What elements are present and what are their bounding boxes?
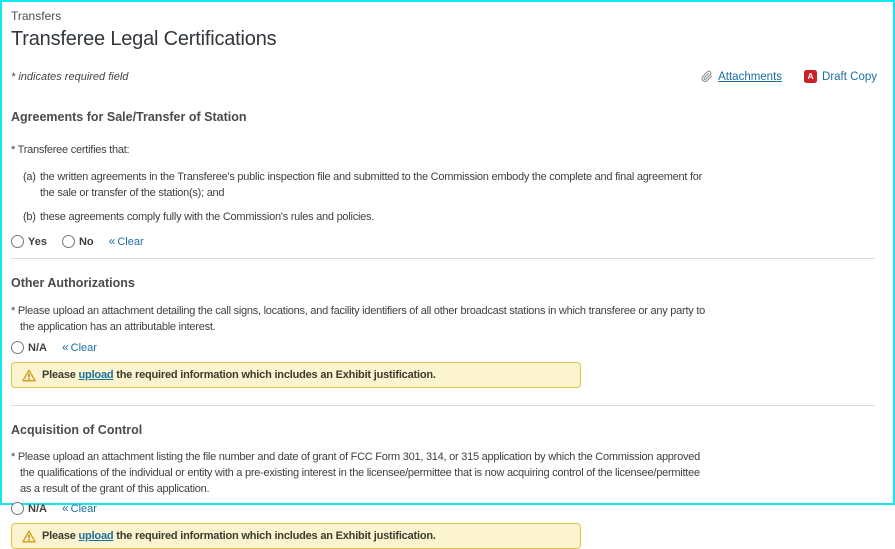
radio-label[interactable]: N/A — [28, 502, 47, 515]
clear-link[interactable] — [62, 503, 97, 515]
section-divider — [11, 258, 875, 259]
list-item-text: the written agreements in the Transferee's public inspection file and submitted to the Commission embody the complete and final agreement for the sale or transfer of the station(s); and — [40, 171, 703, 199]
section-acquisition-of-control — [11, 422, 877, 549]
radio-option-na[interactable] — [11, 502, 47, 515]
clear-link[interactable] — [109, 236, 144, 248]
upload-link[interactable]: upload — [78, 369, 114, 381]
radio-button[interactable] — [62, 235, 75, 248]
section-other-authorizations — [11, 275, 877, 388]
warning-text-pre: Please — [42, 369, 76, 381]
radio-label[interactable]: N/A — [28, 341, 47, 354]
warning-triangle-icon — [22, 530, 36, 543]
radio-button[interactable] — [11, 502, 24, 515]
radio-row — [11, 502, 877, 515]
upload-warning-banner — [11, 523, 581, 549]
draft-copy-label: Draft Copy — [822, 70, 877, 83]
section-divider — [11, 405, 875, 406]
list-item-marker: (b) — [23, 211, 36, 223]
warning-text — [42, 369, 436, 381]
list-item — [11, 169, 711, 201]
section-intro: * Please upload an attachment detailing the call signs, locations, and facility identifiers of all other broadcast stations in which transferee or any party to the application has an attributable interest. — [11, 305, 705, 333]
toolbar — [701, 70, 877, 83]
warning-text-pre: Please — [42, 530, 76, 542]
chevron-left-icon: « — [61, 340, 69, 354]
clear-link[interactable] — [62, 342, 97, 354]
section-intro: * Please upload an attachment listing the file number and date of grant of FCC Form 301, 314, or 315 application by which the Commission approved the qualifications of the individual or entity with a pre-existing interest in the licensee/permittee that is now acquiring control of the licensee/permittee as a result of the grant of this application. — [11, 451, 700, 495]
section-heading: Agreements for Sale/Transfer of Station — [11, 110, 247, 124]
warning-text-post: the required information which includes an Exhibit justification. — [116, 369, 436, 381]
radio-button[interactable] — [11, 235, 24, 248]
radio-label[interactable]: Yes — [28, 235, 47, 248]
warning-triangle-icon — [22, 369, 36, 382]
radio-option-na[interactable] — [11, 341, 47, 354]
warning-text — [42, 530, 436, 542]
pdf-icon: A — [804, 70, 817, 83]
clear-label: Clear — [117, 235, 144, 248]
attachments-link[interactable] — [701, 70, 782, 83]
radio-option-no[interactable] — [62, 235, 94, 248]
attachments-label: Attachments — [718, 70, 783, 83]
list-item-marker: (a) — [23, 171, 36, 183]
list-item — [11, 209, 711, 225]
clear-label: Clear — [70, 341, 97, 354]
upload-warning-banner — [11, 362, 581, 388]
radio-button[interactable] — [11, 341, 24, 354]
section-agreements — [11, 109, 877, 248]
draft-copy-link[interactable] — [804, 70, 877, 83]
page-title: Transferee Legal Certifications — [11, 28, 277, 50]
section-heading: Acquisition of Control — [11, 423, 143, 437]
paperclip-icon — [701, 70, 713, 83]
radio-option-yes[interactable] — [11, 235, 47, 248]
chevron-left-icon: « — [61, 501, 69, 515]
list-item-text: these agreements comply fully with the Commission's rules and policies. — [40, 211, 375, 223]
form-page — [2, 2, 893, 549]
radio-row — [11, 235, 877, 248]
section-heading: Other Authorizations — [11, 276, 135, 290]
breadcrumb[interactable]: Transfers — [11, 9, 62, 23]
required-toolbar-row — [11, 70, 877, 83]
warning-text-post: the required information which includes an Exhibit justification. — [116, 530, 436, 542]
radio-row — [11, 341, 877, 354]
chevron-left-icon: « — [108, 234, 116, 248]
required-field-note: * indicates required field — [11, 70, 129, 83]
radio-label[interactable]: No — [78, 235, 94, 248]
certification-list — [11, 169, 711, 225]
clear-label: Clear — [70, 502, 97, 515]
section-intro: * Transferee certifies that: — [11, 144, 130, 156]
upload-link[interactable]: upload — [78, 530, 114, 542]
